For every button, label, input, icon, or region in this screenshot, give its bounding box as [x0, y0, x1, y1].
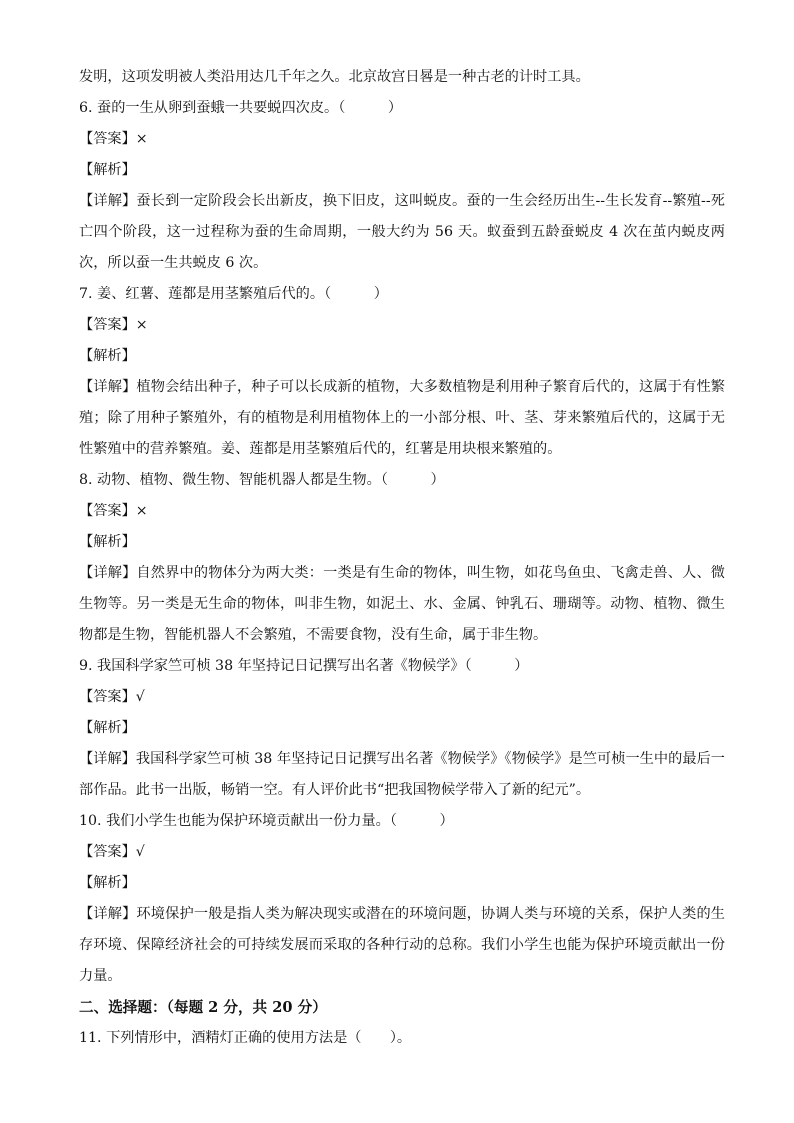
answer-8: 【答案】×	[79, 503, 148, 519]
analysis-8: 【解析】	[79, 534, 136, 550]
question-8: 8. 动物、植物、微生物、智能机器人都是生物。（ ）	[79, 472, 445, 488]
analysis-10: 【解析】	[79, 875, 136, 891]
answer-9: 【答案】√	[79, 689, 145, 705]
answer-7: 【答案】×	[79, 317, 148, 333]
question-11: 11. 下列情形中，酒精灯正确的使用方法是（ ）。	[79, 1030, 412, 1046]
answer-6: 【答案】×	[79, 131, 148, 147]
detail-9: 【详解】我国科学家竺可桢 38 年坚持记日记撰写出名著《物候学》《物候学》是竺可桢一生中的最后一部作品。此书一出版，畅销一空。有人评价此书“把我国物候学带入了新的纪元”。	[79, 751, 725, 798]
section-heading-choice: 二、选择题：（每题 2 分，共 20 分）	[79, 999, 327, 1016]
question-7: 7. 姜、红薯、莲都是用茎繁殖后代的。（ ）	[79, 286, 388, 302]
answer-10: 【答案】√	[79, 844, 145, 860]
question-6: 6. 蚕的一生从卵到蚕蛾一共要蜕四次皮。（ ）	[79, 100, 403, 116]
analysis-9: 【解析】	[79, 720, 136, 736]
detail-8: 【详解】自然界中的物体分为两大类：一类是有生命的物体，叫生物，如花鸟鱼虫、飞禽走兽、人、微生物等。另一类是无生命的物体，叫非生物，如泥土、水、金属、钟乳石、珊瑚等。动物、植物、微生物都是生物，智能机器人不会繁殖，不需要食物，没有生命，属于非生物。	[79, 565, 725, 643]
analysis-6: 【解析】	[79, 162, 136, 178]
detail-6: 【详解】蚕长到一定阶段会长出新皮，换下旧皮，这叫蜕皮。蚕的一生会经历出生--生长发育--繁殖--死亡四个阶段，这一过程称为蚕的生命周期，一般大约为 56 天。蚁蚕到五龄蚕蜕皮 4 次在茧内蜕皮两次，所以蚕一生共蜕皮 6 次。	[79, 193, 725, 271]
document-content	[79, 62, 725, 1054]
analysis-7: 【解析】	[79, 348, 136, 364]
question-9: 9. 我国科学家竺可桢 38 年坚持记日记撰写出名著《物候学》（ ）	[79, 658, 529, 674]
detail-10: 【详解】环境保护一般是指人类为解决现实或潜在的环境问题，协调人类与环境的关系，保护人类的生存环境、保障经济社会的可持续发展而采取的各种行动的总称。我们小学生也能为保护环境贡献出一份力量。	[79, 906, 725, 984]
continuation-text: 发明，这项发明被人类沿用达几千年之久。北京故宫日晷是一种古老的计时工具。	[79, 69, 590, 85]
question-10: 10. 我们小学生也能为保护环境贡献出一份力量。（ ）	[79, 813, 454, 829]
detail-7: 【详解】植物会结出种子，种子可以长成新的植物，大多数植物是利用种子繁育后代的，这属于有性繁殖；除了用种子繁殖外，有的植物是利用植物体上的一小部分根、叶、茎、芽来繁殖后代的，这属于无性繁殖中的营养繁殖。姜、莲都是用茎繁殖后代的，红薯是用块根来繁殖的。	[79, 379, 725, 457]
